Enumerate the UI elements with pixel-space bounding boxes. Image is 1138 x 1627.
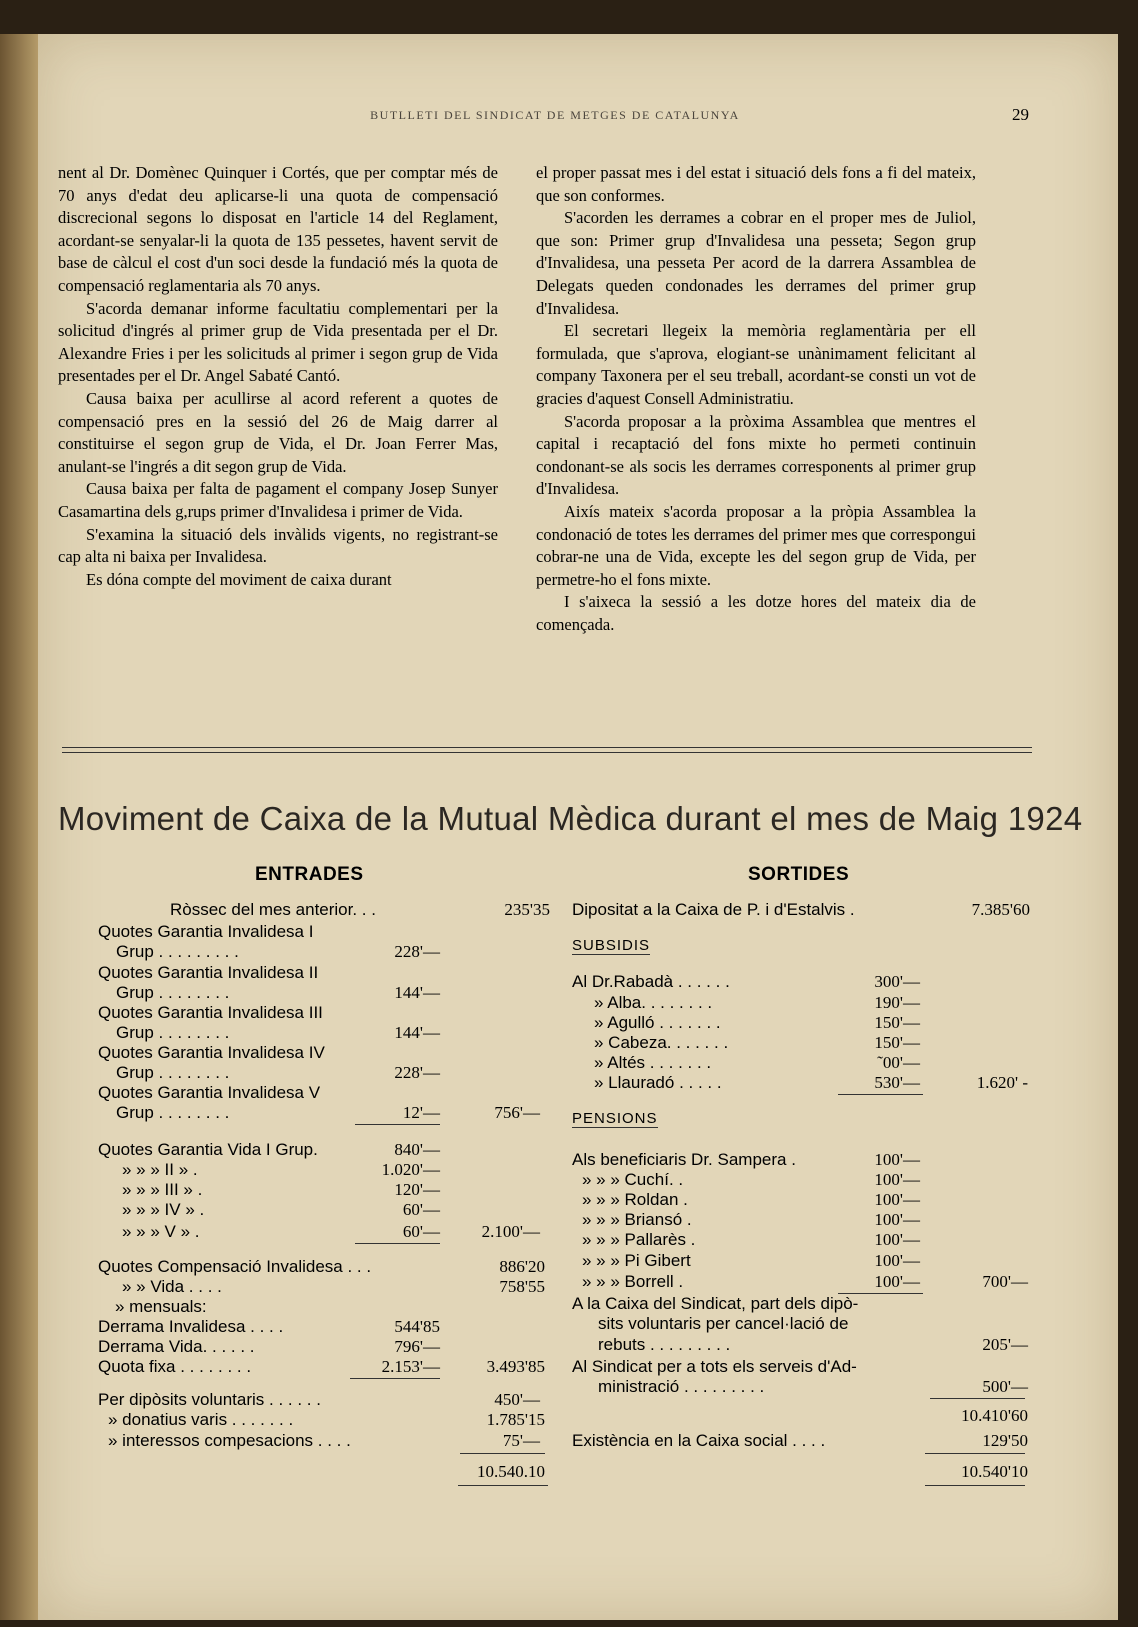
exit-label: rebuts . . . . . . . . .	[598, 1335, 731, 1354]
entry-label: » donatius varis . . . . . . .	[108, 1410, 294, 1429]
entry-label: » » » II » .	[122, 1160, 198, 1179]
entry-total: 3.493'85	[486, 1357, 545, 1376]
book-spine	[0, 34, 40, 1620]
exit-label: » Llauradó . . . . .	[594, 1073, 722, 1092]
underline	[355, 1124, 440, 1125]
entry-label: Grup . . . . . . . .	[116, 1063, 230, 1082]
underline	[925, 1453, 1025, 1454]
entry-value: 144'—	[394, 983, 440, 1002]
entry-label: Quotes Garantia Invalidesa IV	[98, 1043, 325, 1062]
exit-label: » Alba. . . . . . . .	[594, 993, 713, 1012]
entry-value: 120'—	[394, 1180, 440, 1199]
paragraph: S'acorda demanar informe facultatiu complementari per la solicitud d'ingrés al primer grup de Vida presentada per el Dr. Alexandre Fries i per les solicituds al primer i segon grup de Vida presentades per el Dr. Angel Sabaté Cantó.	[58, 298, 498, 386]
entry-value: 144'—	[394, 1023, 440, 1042]
paragraph: Aixís mateix s'acorda proposar a la pròpia Assamblea la condonació de totes les derrames del primer mes que correspongui cobrar-ne una de Vida, excepte les del segon grup de Vida, per permetre-ho el fons mixte.	[536, 501, 976, 589]
entry-value: 228'—	[394, 942, 440, 961]
exit-label: » » » Borrell .	[582, 1272, 684, 1291]
paragraph: Causa baixa per falta de pagament el company Josep Sunyer Casamartina dels g,rups primer d'Invalidesa i primer de Vida.	[58, 479, 498, 521]
left-text-column	[58, 162, 498, 591]
entry-value: 60'—	[402, 1200, 440, 1219]
entry-value: 2.153'—	[381, 1357, 440, 1376]
exit-value: 300'—	[874, 972, 920, 991]
exit-value: 100'—	[874, 1272, 920, 1291]
exit-label: » Altés . . . . . . .	[594, 1053, 712, 1072]
pensions-heading: PENSIONS	[572, 1110, 658, 1127]
paragraph: S'acorden les derrames a cobrar en el proper mes de Juliol, que son: Primer grup d'Invalidesa una pesseta; Segon grup d'Invalidesa, una pesseta Per acord de la darrera Assamblea de Delegats queden condonades les derrames del primer grup d'Invalidesa.	[536, 208, 976, 318]
exit-value: 530'—	[874, 1073, 920, 1092]
exit-label: » Agulló . . . . . . .	[594, 1013, 721, 1032]
exit-value: 100'—	[874, 1170, 920, 1189]
paragraph: S'acorda proposar a la pròxima Assamblea que mentres el capital i recaptació del fons mixte ho permeti continuin condonant-se als socis les derrames corresponents al primer grup d'Invalidesa.	[536, 411, 976, 499]
entry-label: Quotes Garantia Invalidesa III	[98, 1003, 323, 1022]
entry-value: 12'—	[402, 1103, 440, 1122]
underline	[460, 1453, 545, 1454]
exit-label: » Cabeza. . . . . . .	[594, 1033, 729, 1052]
paragraph: S'examina la situació dels invàlids vigents, no registrant-se cap alta ni baixa per Invalidesa.	[58, 524, 498, 567]
exit-value: 100'—	[874, 1251, 920, 1270]
entry-total: 756'—	[494, 1103, 540, 1122]
entry-label: » » Vida . . . .	[122, 1277, 222, 1296]
exit-total: 500'—	[982, 1377, 1028, 1396]
paragraph: I s'aixeca la sessió a les dotze hores del mateix dia de començada.	[536, 592, 976, 634]
entry-label: » » » IV » .	[122, 1200, 205, 1219]
underline	[930, 1398, 1025, 1399]
subsidis-heading: SUBSIDIS	[572, 937, 651, 954]
page-number: 29	[1012, 105, 1029, 124]
underline	[925, 1485, 1025, 1486]
exit-label: A la Caixa del Sindicat, part dels dipò-	[572, 1294, 859, 1313]
entry-value: 1.020'—	[381, 1160, 440, 1179]
entry-value: 840'—	[394, 1140, 440, 1159]
exit-total: 1.620' -	[976, 1073, 1028, 1092]
exit-label: » » » Pi Gibert	[582, 1251, 691, 1270]
exit-label: » » » Roldan .	[582, 1190, 688, 1209]
entrades-grand-total: 10.540.10	[477, 1462, 545, 1481]
underline	[838, 1094, 923, 1095]
entry-value: 796'—	[394, 1337, 440, 1356]
entry-label: Quotes Garantia Invalidesa I	[98, 922, 314, 941]
entry-label: Derrama Vida. . . . . .	[98, 1337, 255, 1356]
entry-total: 235'35	[504, 900, 550, 919]
exit-label: » » » Pallarès .	[582, 1230, 696, 1249]
exit-label: » » » Cuchí. .	[582, 1170, 684, 1189]
entry-label: Grup . . . . . . . .	[116, 1023, 230, 1042]
exit-value: 100'—	[874, 1210, 920, 1229]
running-title: BUTLLETI DEL SINDICAT DE METGES DE CATALUNYA	[370, 108, 740, 122]
table-title: Moviment de Caixa de la Mutual Mèdica durant el mes de Maig 1924	[58, 800, 1083, 837]
entry-value: 60'—	[402, 1222, 440, 1241]
entry-label: » » » V » .	[122, 1222, 200, 1241]
exit-value: 100'—	[874, 1230, 920, 1249]
entry-label: Ròssec del mes anterior. . .	[170, 900, 376, 919]
exit-total: 129'50	[982, 1431, 1028, 1450]
underline	[458, 1485, 548, 1486]
paragraph: Causa baixa per acullirse al acord referent a quotes de compensació pres en la sessió del 26 de Maig darrer al constituirse el segon grup de Vida, el Dr. Joan Ferrer Mas, anulant-se l'ingrés a dit segon grup de Vida.	[58, 388, 498, 476]
right-text-column	[536, 162, 976, 636]
entry-label: Grup . . . . . . . .	[116, 983, 230, 1002]
exit-subtotal: 10.410'60	[961, 1406, 1028, 1425]
exit-label: Existència en la Caixa social . . . .	[572, 1431, 826, 1450]
entry-label: Quota fixa . . . . . . . .	[98, 1357, 252, 1376]
exit-value: 150'—	[874, 1013, 920, 1032]
exit-value: 100'—	[874, 1190, 920, 1209]
entry-label: Grup . . . . . . . . .	[116, 942, 239, 961]
exit-label: Als beneficiaris Dr. Sampera .	[572, 1150, 796, 1169]
exit-total: 700'—	[982, 1272, 1028, 1291]
entry-label: » mensuals:	[115, 1297, 207, 1316]
paragraph: el proper passat mes i del estat i situació dels fons a fi del mateix, que son conformes.	[536, 163, 976, 205]
exit-label: » » » Briansó .	[582, 1210, 692, 1229]
entrades-heading: ENTRADES	[255, 864, 364, 885]
exit-value: 190'—	[874, 993, 920, 1012]
exit-value: 100'—	[874, 1150, 920, 1169]
entry-total: 75'—	[502, 1431, 540, 1450]
divider	[62, 747, 1032, 748]
underline	[350, 1378, 440, 1379]
exit-label: sits voluntaris per cancel·lació de	[598, 1314, 849, 1333]
exit-label: Dipositat a la Caixa de P. i d'Estalvis .	[572, 900, 855, 919]
entry-total: 450'—	[494, 1390, 540, 1409]
underline	[355, 1243, 440, 1244]
exit-label: Al Dr.Rabadà . . . . . .	[572, 972, 730, 991]
exit-value: 150'—	[874, 1033, 920, 1052]
entry-label: » interessos compesacions . . . .	[108, 1431, 351, 1450]
exit-label: ministració . . . . . . . . .	[598, 1377, 765, 1396]
entry-total: 2.100'—	[481, 1222, 540, 1241]
entry-label: Quotes Garantia Invalidesa II	[98, 963, 319, 982]
paragraph: Es dóna compte del moviment de caixa durant	[86, 569, 392, 589]
entry-label: Quotes Compensació Invalidesa . . .	[98, 1257, 372, 1276]
entry-value: 228'—	[394, 1063, 440, 1082]
entry-total: 758'55	[499, 1277, 545, 1296]
entry-label: Quotes Garantia Invalidesa V	[98, 1083, 321, 1102]
sortides-heading: SORTIDES	[748, 864, 850, 885]
exit-total: 205'—	[982, 1335, 1028, 1354]
entry-label: Grup . . . . . . . .	[116, 1103, 230, 1122]
exit-label: Al Sindicat per a tots els serveis d'Ad-	[572, 1357, 857, 1376]
entry-label: » » » III » .	[122, 1180, 203, 1199]
entry-total: 886'20	[499, 1257, 545, 1276]
paragraph: nent al Dr. Domènec Quinquer i Cortés, que per comptar més de 70 anys d'edat deu aplicarse-li una quota de compensació discrecional segons lo disposat en l'article 14 del Reglament, acordant-se senyalar-li la quota de 135 pessetes, havent servit de base de càlcul el cost d'un soci desde la fundació més la quota de compensació reglamentaria als 70 anys.	[58, 163, 498, 295]
entry-value: 544'85	[394, 1317, 440, 1336]
entry-label: Quotes Garantia Vida I Grup.	[98, 1140, 318, 1159]
entry-label: Derrama Invalidesa . . . .	[98, 1317, 284, 1336]
sortides-grand-total: 10.540'10	[961, 1462, 1028, 1481]
paragraph: El secretari llegeix la memòria reglamentària per ell formulada, que s'aprova, elogiant-se unànimament felicitant al company Taxonera per el seu treball, acordant-se consti un vot de gracies d'aquest Consell Administratiu.	[536, 321, 976, 408]
entry-total: 1.785'15	[486, 1410, 545, 1429]
divider	[62, 752, 1032, 753]
exit-total: 7.385'60	[971, 900, 1030, 919]
exit-value: ˜00'—	[877, 1053, 920, 1072]
entry-label: Per dipòsits voluntaris . . . . . .	[98, 1390, 321, 1409]
